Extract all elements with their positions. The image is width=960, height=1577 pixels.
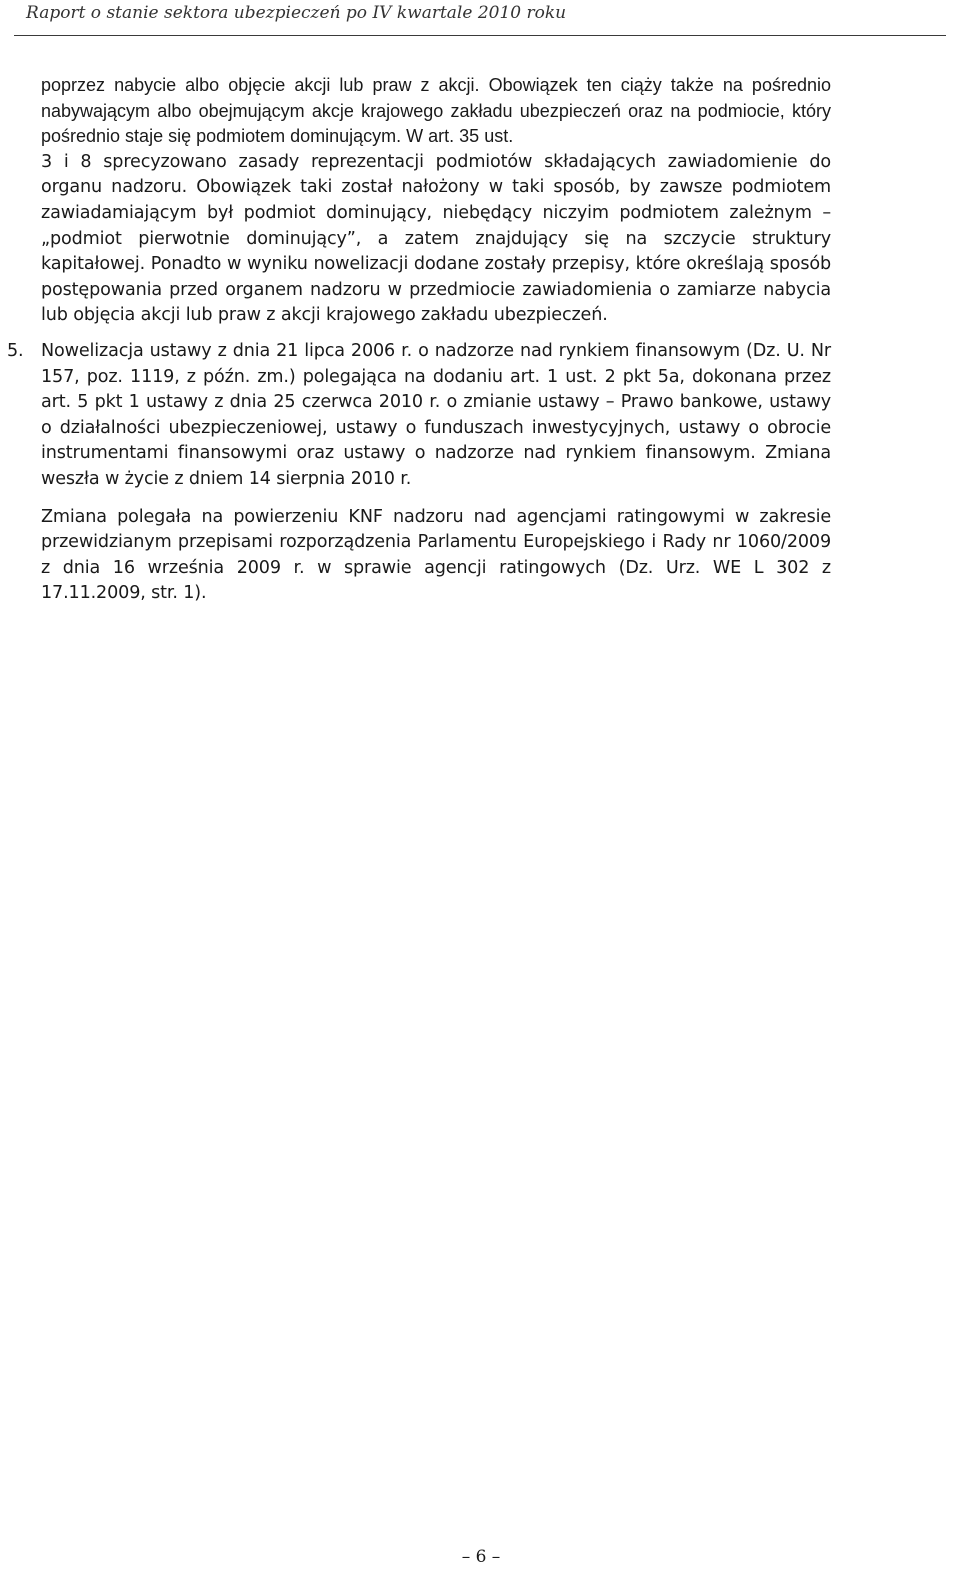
paragraph-continuation: poprzez nabycie albo objęcie akcji lub praw z akcji. Obowiązek ten ciąży także na pośrednio nabywającym albo obejmującym akcje krajowego zakładu ubezpieczeń oraz na podmiocie, który pośrednio staje się podmiotem dominującym. W art. 35 ust.: [41, 75, 831, 147]
page-header: [0, 0, 960, 42]
paragraph-rating-agencies: Zmiana polegała na powierzeniu KNF nadzoru nad agencjami ratingowymi w zakresie przewidzianym przepisami rozporządzenia Parlamentu Europejskiego i Rady nr 1060/2009 z dnia 16 września 2009 r. w sprawie agencji ratingowych (Dz. Urz. WE L 302 z 17.11.2009, str. 1).: [41, 506, 831, 604]
report-title: Raport o stanie sektora ubezpieczeń po IV kwartale 2010 roku: [26, 3, 567, 23]
page-footer: [0, 1546, 960, 1570]
paragraph-representation: 3 i 8 sprecyzowano zasady reprezentacji podmiotów składających zawiadomienie do organu nadzoru. Obowiązek taki został nałożony w taki sposób, by zawsze podmiotem zawiadamiającym był podmiot dominujący, niebędący niczyim podmiotem zależnym – „podmiot pierwotnie dominujący”, a zatem znajdujący się na szczycie struktury kapitałowej. Ponadto w wyniku nowelizacji dodane zostały przepisy, które określają sposób postępowania przed organem nadzoru w przedmiocie zawiadomienia o zamiarze nabycia lub objęcia akcji lub praw z akcji krajowego zakładu ubezpieczeń.: [41, 151, 831, 326]
header-divider: [14, 35, 946, 36]
page-number: – 6 –: [461, 1547, 501, 1567]
document-body: [7, 73, 831, 607]
list-item-number: 5.: [7, 340, 24, 361]
list-item-text: Nowelizacja ustawy z dnia 21 lipca 2006 r. o nadzorze nad rynkiem finansowym (Dz. U. Nr 157, poz. 1119, z późn. zm.) polegająca na dodaniu art. 1 ust. 2 pkt 5a, dokonana przez art. 5 pkt 1 ustawy z dnia 25 czerwca 2010 r. o zmianie ustawy – Prawo bankowe, ustawy o działalności ubezpieczeniowej, ustawy o funduszach inwestycyjnych, ustawy o obrocie instrumentami finansowymi oraz ustawy o nadzorze nad rynkiem finansowym. Zmiana weszła w życie z dniem 14 sierpnia 2010 r.: [41, 340, 831, 489]
list-item-5: [7, 339, 831, 493]
